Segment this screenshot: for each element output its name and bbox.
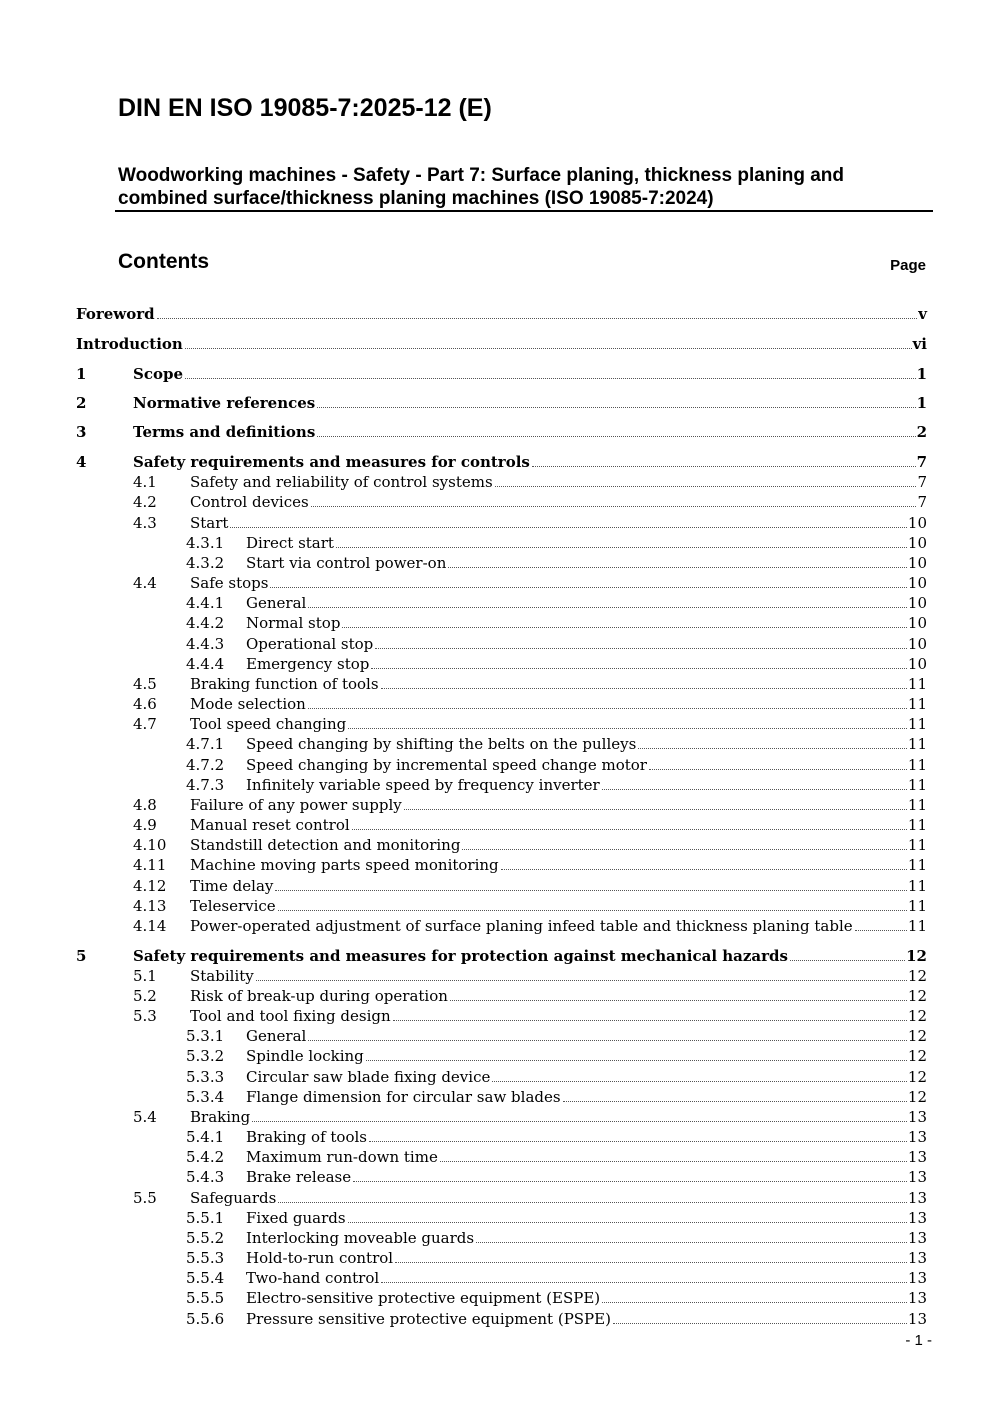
toc-entry-number: 5.2 [133,987,157,1005]
toc-entry-number: 3 [76,423,87,441]
toc-entry-page: 13 [907,1310,927,1328]
toc-entry-body [246,1127,927,1147]
toc-entry-page: 13 [907,1289,927,1307]
toc-entry-page: 1 [916,365,927,383]
toc-entry-page: 13 [907,1189,927,1207]
toc-entry-body [246,533,927,553]
toc-entry-title: Fixed guards [246,1209,346,1227]
toc-entry-number: 4.1 [133,473,157,491]
toc-entry[interactable] [76,613,927,633]
toc-entry-number: 5.4.2 [186,1148,225,1166]
toc-entry-title: Circular saw blade fixing device [246,1068,491,1086]
toc-entry-page: 10 [907,554,927,572]
toc-entry-page: 11 [907,856,927,874]
toc-entry-title: Safety and reliability of control systems [190,473,493,491]
toc-entry-number: 4.7.3 [186,776,225,794]
toc-entry-body [133,452,927,472]
toc-entry-body [76,334,927,354]
toc-dot-leader [185,348,912,349]
toc-entry-title: Spindle locking [246,1047,364,1065]
toc-entry-page: 2 [916,423,927,441]
toc-entry-body [246,775,927,795]
toc-entry-body [246,1167,927,1187]
toc-entry-title: Flange dimension for circular saw blades [246,1088,561,1106]
toc-entry-title: Teleservice [190,897,276,915]
title-divider [115,210,933,212]
toc-entry-title: Machine moving parts speed monitoring [190,856,499,874]
toc-dot-leader [404,809,907,810]
toc-entry-body [246,1268,927,1288]
toc-dot-leader [448,567,907,568]
toc-entry[interactable] [76,714,927,734]
toc-entry-body [246,1228,927,1248]
toc-dot-leader [317,436,915,437]
toc-entry-number: 2 [76,394,87,412]
toc-entry[interactable] [76,835,927,855]
toc-entry[interactable] [76,1067,927,1087]
toc-entry[interactable] [76,896,927,916]
toc-entry[interactable] [76,1147,927,1167]
toc-entry[interactable] [76,1309,927,1329]
toc-entry-body [190,492,927,512]
toc-dot-leader [336,547,907,548]
toc-entry-number: 5 [76,947,87,965]
toc-entry-number: 5.5.1 [186,1209,225,1227]
toc-dot-leader [381,1282,907,1283]
toc-dot-leader [278,910,907,911]
toc-entry-number: 5.5.5 [186,1289,225,1307]
toc-entry-number: 5.5.3 [186,1249,225,1267]
toc-entry-title: Braking function of tools [190,675,379,693]
toc-entry-number: 5.3.1 [186,1027,225,1045]
toc-entry-title: Safety requirements and measures for protection against mechanical hazards [133,947,788,965]
toc-entry[interactable] [76,694,927,714]
toc-entry[interactable] [76,1026,927,1046]
toc-entry[interactable] [76,986,927,1006]
toc-entry-body [246,654,927,674]
toc-entry-number: 4.12 [133,877,167,895]
toc-entry-title: Infinitely variable speed by frequency inverter [246,776,600,794]
toc-entry[interactable] [76,593,927,613]
toc-entry-page: 12 [907,967,927,985]
toc-dot-leader [317,407,915,408]
toc-entry[interactable] [76,876,927,896]
toc-entry-title: Safety requirements and measures for controls [133,453,530,471]
toc-entry-title: Braking [190,1108,251,1126]
toc-entry-body [190,674,927,694]
toc-entry[interactable] [76,1006,927,1026]
toc-entry-page: 13 [907,1249,927,1267]
toc-entry-body [133,393,927,413]
toc-entry-page: 12 [907,987,927,1005]
toc-entry-title: Normative references [133,394,316,412]
toc-dot-leader [492,1081,907,1082]
toc-entry-body [246,1309,927,1329]
toc-entry-page: 12 [907,1047,927,1065]
toc-entry-title: Scope [133,365,184,383]
toc-entry-body [246,1248,927,1268]
toc-entry-number: 4.10 [133,836,167,854]
toc-entry-page: 11 [907,796,927,814]
toc-entry-body [246,1087,927,1107]
toc-dot-leader [855,930,907,931]
toc-entry-number: 4.8 [133,796,157,814]
toc-entry-page: 11 [907,715,927,733]
toc-entry-body [246,1067,927,1087]
subtitle-line-2: combined surface/thickness planing machines (ISO 19085-7:2024) [118,188,714,209]
toc-entry-body [190,916,927,936]
footer-page-number: - 1 - [905,1332,932,1349]
toc-dot-leader [366,1060,907,1061]
toc-entry-title: Interlocking moveable guards [246,1229,475,1247]
toc-entry-title: Operational stop [246,635,374,653]
toc-entry-number: 5.5.2 [186,1229,225,1247]
document-title: DIN EN ISO 19085-7:2025-12 (E) [118,94,492,122]
toc-entry-title: Foreword [76,305,155,323]
toc-entry-page: 13 [907,1168,927,1186]
toc-entry-title: Manual reset control [190,816,350,834]
toc-dot-leader [371,668,907,669]
toc-dot-leader [348,1222,907,1223]
toc-entry-page: 10 [907,534,927,552]
toc-entry-body [190,694,927,714]
toc-entry-page: 7 [917,493,927,511]
toc-entry[interactable] [76,1188,927,1208]
toc-dot-leader [342,627,906,628]
toc-entry[interactable] [76,422,927,442]
toc-entry[interactable] [76,1127,927,1147]
toc-entry-number: 4.6 [133,695,157,713]
toc-entry-body [190,714,927,734]
toc-entry-title: Risk of break-up during operation [190,987,448,1005]
toc-entry[interactable] [76,513,927,533]
toc-entry-number: 4.4 [133,574,157,592]
toc-entry-title: Time delay [190,877,274,895]
toc-entry-body [246,1147,927,1167]
toc-entry-title: Pressure sensitive protective equipment (PSPE) [246,1310,611,1328]
toc-dot-leader [613,1323,907,1324]
toc-entry-body [190,876,927,896]
toc-entry[interactable] [76,634,927,654]
toc-entry-title: Standstill detection and monitoring [190,836,461,854]
toc-entry[interactable] [76,946,927,966]
toc-dot-leader [230,527,906,528]
toc-entry-number: 4.4.4 [186,655,225,673]
toc-dot-leader [311,506,917,507]
contents-heading: Contents [118,250,209,273]
toc-entry[interactable] [76,755,927,775]
toc-entry-body [246,734,927,754]
toc-entry[interactable] [76,1268,927,1288]
toc-entry[interactable] [76,533,927,553]
toc-dot-leader [381,688,907,689]
toc-dot-leader [256,980,907,981]
toc-entry[interactable] [76,734,927,754]
toc-entry[interactable] [76,1228,927,1248]
toc-entry[interactable] [76,573,927,593]
toc-entry-title: Emergency stop [246,655,370,673]
toc-entry-page: vi [912,335,927,353]
toc-entry[interactable] [76,815,927,835]
toc-dot-leader [308,1040,907,1041]
toc-entry-body [190,472,927,492]
toc-dot-leader [252,1121,907,1122]
toc-entry-number: 5.1 [133,967,157,985]
toc-entry-title: Tool and tool fixing design [190,1007,391,1025]
toc-entry-title: Safe stops [190,574,269,592]
toc-entry-page: 13 [907,1128,927,1146]
toc-entry-number: 5.3.3 [186,1068,225,1086]
toc-entry-title: Control devices [190,493,309,511]
toc-entry-page: 13 [907,1108,927,1126]
toc-dot-leader [353,1181,907,1182]
document-subtitle [118,164,918,210]
toc-entry-body [246,553,927,573]
toc-entry-body [190,835,927,855]
toc-entry-title: Stability [190,967,254,985]
toc-dot-leader [649,769,907,770]
toc-dot-leader [532,466,916,467]
toc-entry-page: 10 [907,594,927,612]
toc-entry-body [133,364,927,384]
toc-entry[interactable] [76,304,927,324]
toc-entry-page: 10 [907,655,927,673]
toc-entry[interactable] [76,1288,927,1308]
toc-entry-title: Terms and definitions [133,423,316,441]
toc-dot-leader [790,960,905,961]
toc-entry[interactable] [76,1107,927,1127]
toc-entry-page: 11 [907,917,927,935]
toc-entry[interactable] [76,472,927,492]
toc-entry-page: 13 [907,1269,927,1287]
toc-dot-leader [278,1202,907,1203]
toc-entry-body [190,1006,927,1026]
toc-entry-page: 7 [916,453,927,471]
toc-dot-leader [563,1101,907,1102]
toc-entry-number: 4.4.2 [186,614,225,632]
toc-dot-leader [308,708,907,709]
toc-entry-page: 10 [907,635,927,653]
toc-dot-leader [602,1302,907,1303]
toc-entry-body [246,1288,927,1308]
subtitle-line-1: Woodworking machines - Safety - Part 7: Surface planing, thickness planing and [118,165,845,186]
toc-entry[interactable] [76,674,927,694]
toc-dot-leader [369,1141,907,1142]
toc-entry[interactable] [76,966,927,986]
toc-entry[interactable] [76,1167,927,1187]
toc-entry-page: 11 [907,816,927,834]
page-column-label: Page [890,257,926,274]
toc-entry-number: 4.4.3 [186,635,225,653]
toc-dot-leader [501,869,907,870]
toc-entry-body [246,755,927,775]
toc-entry[interactable] [76,654,927,674]
toc-entry-page: 13 [907,1148,927,1166]
toc-entry-page: 12 [907,1068,927,1086]
toc-entry[interactable] [76,1248,927,1268]
toc-entry-title: Electro-sensitive protective equipment (ESPE) [246,1289,601,1307]
toc-dot-leader [393,1020,907,1021]
toc-entry-title: Introduction [76,335,183,353]
toc-entry-number: 1 [76,365,87,383]
toc-entry-page: 10 [907,514,927,532]
toc-entry-number: 4.14 [133,917,167,935]
toc-dot-leader [308,607,907,608]
toc-entry-page: 11 [907,756,927,774]
toc-dot-leader [270,587,906,588]
toc-entry-page: 13 [907,1229,927,1247]
toc-entry-page: 11 [907,695,927,713]
toc-entry-number: 5.4 [133,1108,157,1126]
toc-entry-number: 4.13 [133,897,167,915]
toc-entry-number: 5.3.4 [186,1088,225,1106]
toc-entry-body [190,896,927,916]
toc-entry-number: 4.2 [133,493,157,511]
toc-entry-body [246,613,927,633]
toc-entry-page: 11 [907,735,927,753]
toc-entry[interactable] [76,492,927,512]
toc-entry-title: Hold-to-run control [246,1249,394,1267]
toc-entry-page: 11 [907,836,927,854]
toc-entry[interactable] [76,795,927,815]
toc-entry[interactable] [76,1087,927,1107]
toc-entry-body [133,422,927,442]
toc-entry-title: Direct start [246,534,334,552]
toc-dot-leader [440,1161,907,1162]
toc-dot-leader [348,728,907,729]
toc-entry-title: Failure of any power supply [190,796,402,814]
toc-entry-page: v [918,305,927,323]
toc-entry-number: 4.3 [133,514,157,532]
toc-dot-leader [602,789,907,790]
toc-entry-body [190,815,927,835]
toc-entry-title: Power-operated adjustment of surface planing infeed table and thickness planing table [190,917,853,935]
toc-entry-title: Two-hand control [246,1269,380,1287]
toc-entry-page: 10 [907,574,927,592]
toc-entry[interactable] [76,775,927,795]
toc-entry-title: Start via control power-on [246,554,447,572]
toc-entry[interactable] [76,452,927,472]
toc-entry-title: Mode selection [190,695,306,713]
toc-dot-leader [450,1000,907,1001]
toc-entry-body [190,1188,927,1208]
toc-entry-page: 11 [907,877,927,895]
toc-entry-page: 13 [907,1209,927,1227]
toc-entry-page: 1 [916,394,927,412]
toc-entry-number: 5.5.4 [186,1269,225,1287]
toc-entry-body [190,513,927,533]
toc-entry[interactable] [76,334,927,354]
toc-entry-page: 12 [907,1027,927,1045]
toc-entry-number: 4 [76,453,87,471]
toc-entry-number: 5.5 [133,1189,157,1207]
toc-entry-number: 4.9 [133,816,157,834]
toc-entry-page: 10 [907,614,927,632]
toc-entry-number: 5.4.1 [186,1128,225,1146]
toc-dot-leader [157,318,918,319]
toc-entry-number: 4.7.2 [186,756,225,774]
toc-dot-leader [638,748,907,749]
toc-entry-number: 4.4.1 [186,594,225,612]
toc-entry-number: 4.5 [133,675,157,693]
toc-entry-body [190,855,927,875]
toc-entry-page: 12 [907,1007,927,1025]
toc-entry-page: 12 [907,1088,927,1106]
toc-entry[interactable] [76,855,927,875]
toc-dot-leader [495,486,917,487]
toc-entry-title: Brake release [246,1168,352,1186]
toc-entry-title: Speed changing by incremental speed change motor [246,756,647,774]
toc-dot-leader [185,378,916,379]
toc-entry[interactable] [76,1046,927,1066]
toc-entry-title: Safeguards [190,1189,277,1207]
toc-entry-body [76,304,927,324]
toc-entry-title: General [246,1027,307,1045]
toc-entry-number: 5.3.2 [186,1047,225,1065]
toc-entry-title: Speed changing by shifting the belts on the pulleys [246,735,637,753]
toc-entry-title: General [246,594,307,612]
toc-entry-body [246,1208,927,1228]
toc-entry[interactable] [76,364,927,384]
toc-entry[interactable] [76,393,927,413]
toc-entry-page: 11 [907,776,927,794]
toc-dot-leader [275,890,907,891]
toc-entry-page: 11 [907,675,927,693]
toc-entry-number: 5.4.3 [186,1168,225,1186]
toc-entry-body [190,795,927,815]
toc-entry-title: Tool speed changing [190,715,347,733]
toc-entry-title: Braking of tools [246,1128,367,1146]
toc-entry[interactable] [76,553,927,573]
toc-entry-body [246,593,927,613]
toc-entry-page: 12 [906,947,927,965]
toc-dot-leader [476,1242,907,1243]
toc-entry-body [133,946,927,966]
toc-entry-number: 5.3 [133,1007,157,1025]
toc-entry-number: 4.11 [133,856,167,874]
toc-entry-body [190,1107,927,1127]
toc-entry-body [190,966,927,986]
toc-entry-number: 4.7.1 [186,735,225,753]
toc-entry-page: 11 [907,897,927,915]
toc-entry-title: Normal stop [246,614,341,632]
toc-dot-leader [395,1262,907,1263]
toc-entry[interactable] [76,1208,927,1228]
toc-dot-leader [375,648,907,649]
toc-entry-body [190,986,927,1006]
toc-entry-page: 7 [917,473,927,491]
toc-entry-number: 4.7 [133,715,157,733]
toc-entry-title: Start [190,514,229,532]
toc-entry-number: 4.3.2 [186,554,225,572]
toc-entry-body [246,634,927,654]
toc-entry[interactable] [76,916,927,936]
toc-entry-number: 4.3.1 [186,534,225,552]
toc-entry-body [190,573,927,593]
toc-entry-body [246,1026,927,1046]
toc-entry-number: 5.5.6 [186,1310,225,1328]
toc-entry-body [246,1046,927,1066]
toc-dot-leader [462,849,906,850]
toc-dot-leader [352,829,907,830]
toc-entry-title: Maximum run-down time [246,1148,438,1166]
